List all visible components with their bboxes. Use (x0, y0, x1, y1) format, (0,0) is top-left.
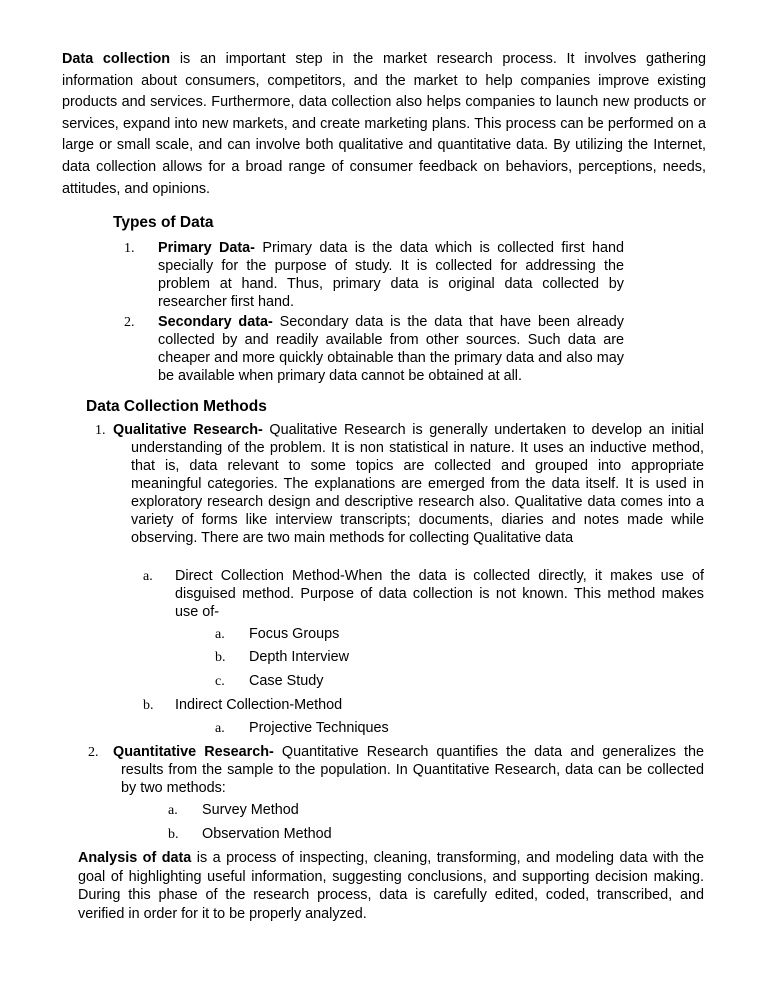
direct-collection-text: Direct Collection Method-When the data is collected directly, it makes use of disguised method. Purpose of data collection is not known. This method makes use of- (175, 568, 704, 620)
types-item-1-body: Primary data is the data which is collected first hand specially for the purpose of study. It is collected for addressing the problem at hand. Thus, primary data is original data collected by researcher first hand. (158, 240, 624, 310)
qualitative-lead-wrap (113, 422, 263, 438)
quantitative-paragraph (113, 743, 704, 797)
intro-body: is an important step in the market research process. It involves gathering information about consumers, competitors, and the market to help companies improve existing products and services. Furthermore, data collection also helps companies to launch new products or services, expand into new markets, and create marketing plans. This process can be performed on a large or small scale, and can involve both qualitative and quantitative data. By utilizing the Internet, data collection allows for a broad range of consumer feedback on behaviors, perceptions, needs, attitudes, and opinions. (62, 51, 706, 197)
indirect-item-projective: Projective Techniques (249, 720, 389, 736)
quantitative-item-survey: Survey Method (202, 802, 299, 818)
types-item-1-lead: Primary Data- (158, 240, 255, 256)
direct-item-case-study: Case Study (249, 673, 324, 689)
indirect-item-a-number: a. (215, 721, 225, 736)
quantitative-item-b-number: b. (168, 827, 179, 842)
intro-lead: Data collection (62, 51, 171, 67)
quantitative-lead: Quantitative Research- (113, 744, 274, 760)
intro-paragraph (62, 49, 706, 200)
quantitative-item-observation: Observation Method (202, 826, 332, 842)
types-item-2-body: Secondary data is the data that have been already collected by and readily available from other sources. Such data are cheaper and more quickly obtainable than the primary data and also may be available when primary data cannot be obtained at all. (158, 314, 624, 384)
direct-item-c-number: c. (215, 674, 225, 689)
methods-heading: Data Collection Methods (86, 398, 267, 415)
types-item-secondary (158, 313, 624, 385)
analysis-body: is a process of inspecting, cleaning, transforming, and modeling data with the goal of highlighting useful information, suggesting conclusions, and supporting decision making. During this phase of the research process, data is carefully edited, coded, transcribed, and verified in order for it to be properly analyzed. (78, 850, 704, 922)
analysis-lead: Analysis of data (78, 850, 192, 866)
quantitative-item-a-number: a. (168, 803, 178, 818)
direct-item-depth-interview: Depth Interview (249, 649, 349, 665)
quantitative-lead-wrap (113, 744, 274, 760)
types-item-1-number: 1. (124, 241, 135, 256)
quantitative-body: Quantitative Research quantifies the data and generalizes the results from the sample to the population. In Quantitative Research, data can be collected by two methods: (121, 744, 704, 796)
direct-item-a-number: a. (215, 627, 225, 642)
qualitative-number: 1. (95, 423, 106, 438)
quantitative-number: 2. (88, 745, 99, 760)
types-heading: Types of Data (113, 214, 214, 231)
indirect-number: b. (143, 698, 154, 713)
types-item-2-lead: Secondary data- (158, 314, 273, 330)
types-item-primary (158, 239, 624, 311)
analysis-paragraph (78, 849, 704, 923)
direct-number: a. (143, 569, 153, 584)
qualitative-paragraph (113, 421, 704, 547)
types-item-2-number: 2. (124, 315, 135, 330)
qualitative-body: Qualitative Research is generally undertaken to develop an initial understanding of the problem. It is non statistical in nature. It uses an inductive method, that is, data relevant to some topics are collected and grouped into appropriate meaningful categories. The explanations are emerged from the data itself. It is used in exploratory research design and descriptive research also. Qualitative data comes into a variety of forms like interview transcripts; documents, diaries and notes made while observing. There are two main methods for collecting Qualitative data (131, 422, 704, 546)
direct-item-b-number: b. (215, 650, 226, 665)
qualitative-lead: Qualitative Research- (113, 422, 263, 438)
direct-item-focus-groups: Focus Groups (249, 626, 340, 642)
indirect-collection-text: Indirect Collection-Method (175, 697, 343, 713)
